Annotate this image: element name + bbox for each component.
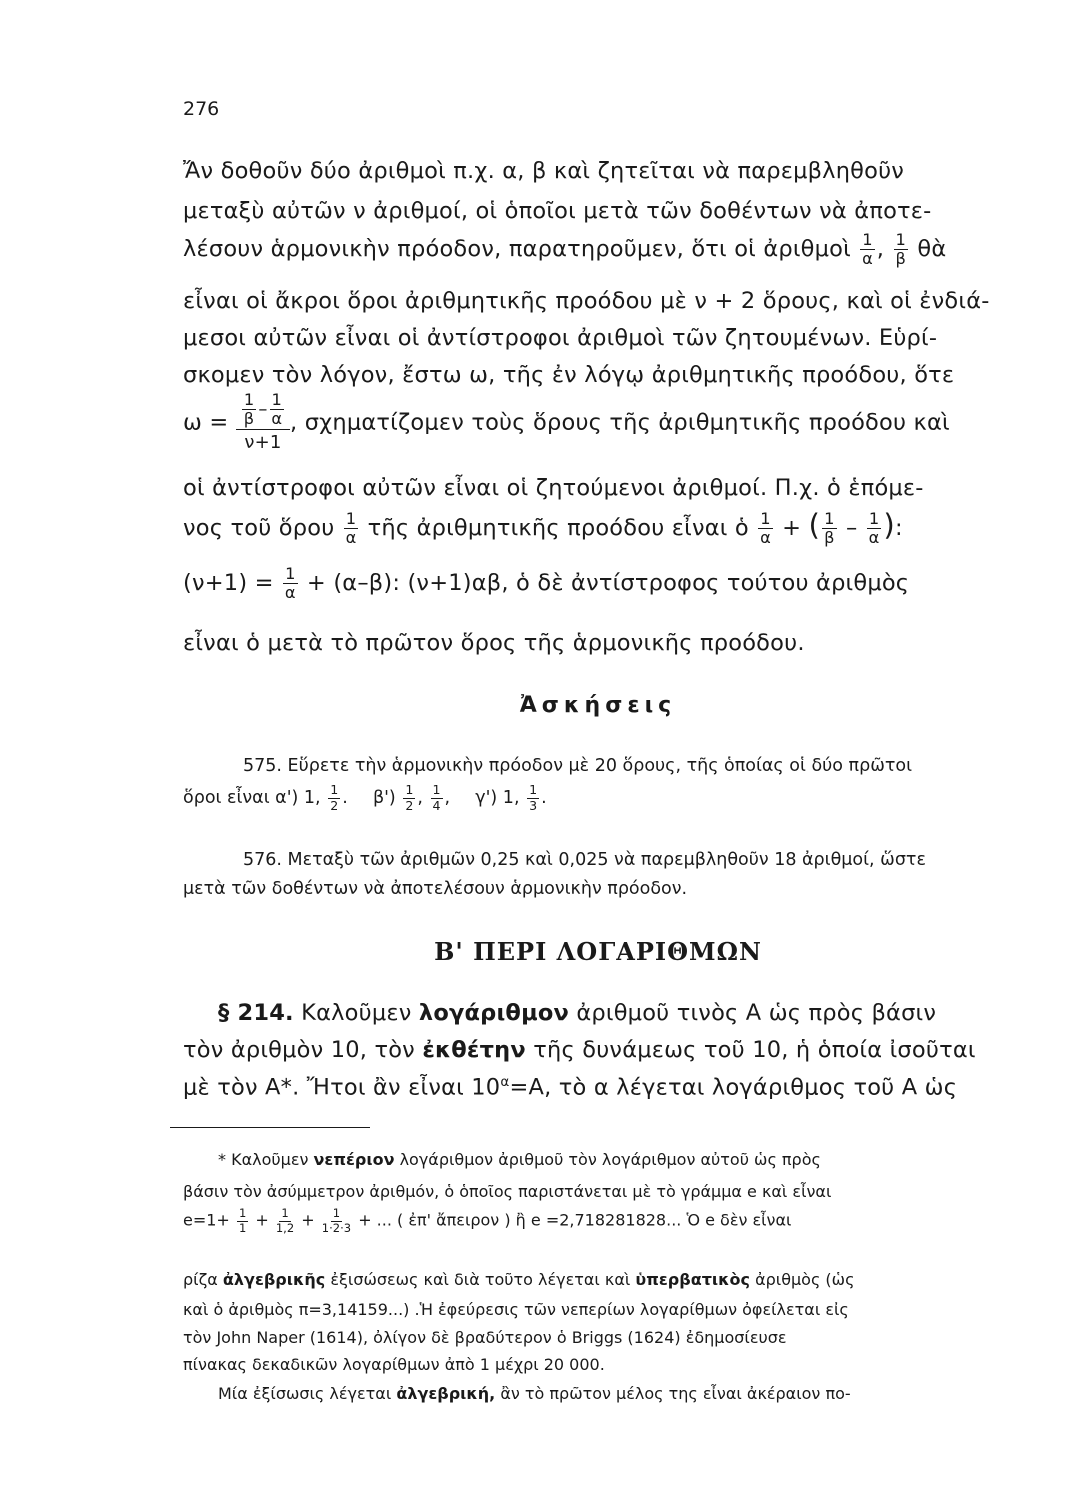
footnote-line-5: καὶ ὁ ἀριθμὸς π=3,14159...) .Ἡ ἐφεύρεσις τῶν νεπερίων λογαρίθμων ὀφείλεται εἰς — [183, 1300, 849, 1319]
omega-fraction: $\frac{1}{\beta}$ – $\frac{1}{\alpha}$ ν+1 — [236, 392, 290, 454]
body-line-10: (ν+1) = $\frac{1}{\alpha}$ + (α–β): (ν+1)αβ, ὁ δὲ ἀντίστροφος τούτου ἀριθμὸς — [183, 564, 910, 603]
body-line-9: νος τοῦ ὅρου $\frac{1}{\alpha}$ τῆς ἀριθμητικῆς προόδου εἶναι ὁ $\frac{1}{\alpha}$ + ( $\frac{1}{\beta}$ – $\frac{1}{\alpha}$ ): — [183, 508, 903, 547]
footnote-line-8: Μία ἐξίσωσις λέγεται ἀλγεβρική, ἂν τὸ πρῶτον μέλος της εἶναι ἀκέραιον πο- — [218, 1384, 851, 1403]
fraction-1-over-alpha: $\frac{1}{\alpha}$ — [862, 230, 873, 269]
exercises-heading: Ἀσκήσεις — [519, 693, 677, 718]
body-line-5: μεσοι αὐτῶν εἶναι οἱ ἀντίστροφοι ἀριθμοὶ τῶν ζητουμένων. Εὑρί- — [183, 325, 938, 351]
body-line-6: σκομεν τὸν λόγον, ἔστω ω, τῆς ἐν λόγῳ ἀριθμητικῆς προόδου, ὅτε — [183, 362, 955, 388]
body-line-3: λέσουν ἁρμονικὴν πρόοδον, παρατηροῦμεν, ὅτι οἱ ἀριθμοὶ $\frac{1}{\alpha}$ , $\frac{1}{\beta}$ θὰ — [183, 230, 947, 269]
section-line-3: μὲ τὸν Α*. Ἤτοι ἂν εἶναι $10^\alpha=A$, τὸ α λέγεται λογάριθμος τοῦ Α ὡς — [183, 1074, 958, 1101]
footnote-line-3: e=1+ $\frac{1}{1}$ + $\frac{1}{1,2}$ + $\frac{1}{1\cdot 2\cdot 3}$ + ... ( ἐπ' ἄπειρον ) ἢ e =2,718281828... Ὁ e δὲν εἶναι — [183, 1206, 792, 1235]
body-line-2: μεταξὺ αὐτῶν ν ἀριθμοί, οἱ ὁποῖοι μετὰ τῶν δοθέντων νὰ ἀποτε- — [183, 198, 932, 224]
footnote-line-4: ρίζα ἀλγεβρικῆς ἐξισώσεως καὶ διὰ τοῦτο λέγεται καὶ ὑπερβατικὸς ἀριθμὸς (ὡς — [183, 1270, 855, 1289]
body-line-11: εἶναι ὁ μετὰ τὸ πρῶτον ὅρος τῆς ἁρμονικῆς προόδου. — [183, 630, 805, 656]
body-line-8: οἱ ἀντίστροφοι αὐτῶν εἶναι οἱ ζητούμενοι ἀριθμοί. Π.χ. ὁ ἑπόμε- — [183, 475, 924, 501]
page-number: 276 — [183, 98, 220, 120]
section-line-1: § 214. Καλοῦμεν λογάριθμον ἀριθμοῦ τινὸς Α ὡς πρὸς βάσιν — [218, 1000, 937, 1026]
omega-lhs: ω = — [183, 409, 229, 436]
section-line-2: τὸν ἀριθμὸν 10, τὸν ἐκθέτην τῆς δυνάμεως τοῦ 10, ἡ ὁποία ἰσοῦται — [183, 1037, 976, 1063]
footnote-rule — [170, 1127, 370, 1128]
footnote-line-7: πίνακας δεκαδικῶν λογαρίθμων ἀπὸ 1 μέχρι 20 000. — [183, 1355, 605, 1374]
body-line-4: εἶναι οἱ ἄκροι ὅροι ἀριθμητικῆς προόδου μὲ ν + 2 ὅρους, καὶ οἱ ἐνδιά- — [183, 288, 990, 314]
exercise-575-line-2: ὅροι εἶναι α') 1, $\frac{1}{2}$ . β') $\frac{1}{2}$ , $\frac{1}{4}$ , γ') 1, $\frac{1}{3}$ . — [183, 782, 547, 813]
footnote-line-2: βάσιν τὸν ἀσύμμετρον ἀριθμόν, ὁ ὁποῖος παριστάνεται μὲ τὸ γράμμα e καὶ εἶναι — [183, 1182, 832, 1201]
fraction-1-over-alpha: $\frac{1}{\alpha}$ — [284, 564, 296, 603]
omega-formula-line: ω = $\frac{1}{\beta}$ – $\frac{1}{\alpha}$ ν+1 , σχηματίζομεν τοὺς ὅρους τῆς ἀριθμητικῆς προόδου καὶ — [183, 390, 950, 454]
section-title: Β' ΠΕΡΙ ΛΟΓΑΡΙΘΜΩΝ — [434, 937, 762, 966]
body-line-1: Ἄν δοθοῦν δύο ἀριθμοὶ π.χ. α, β καὶ ζητεῖται νὰ παρεμβληθοῦν — [183, 158, 905, 184]
footnote-line-1: * Καλοῦμεν νεπέριον λογάριθμον ἀριθμοῦ τὸν λογάριθμον αὐτοῦ ὡς πρὸς — [218, 1150, 821, 1169]
exercise-576-line-1: 576. Μεταξὺ τῶν ἀριθμῶν 0,25 καὶ 0,025 νὰ παρεμβληθοῦν 18 ἀριθμοί, ὥστε — [243, 850, 926, 870]
exercise-575-line-1: 575. Εὕρετε τὴν ἁρμονικὴν πρόοδον μὲ 20 ὅρους, τῆς ὁποίας οἱ δύο πρῶτοι — [243, 756, 913, 776]
fraction-1-over-alpha: $\frac{1}{\alpha}$ — [345, 508, 357, 547]
footnote-line-6: τὸν John Naper (1614), ὀλίγον δὲ βραδύτερον ὁ Briggs (1624) ἐδημοσίευσε — [183, 1328, 787, 1347]
fraction-1-over-beta: $\frac{1}{\beta}$ — [895, 230, 907, 269]
exercise-576-line-2: μετὰ τῶν δοθέντων νὰ ἀποτελέσουν ἁρμονικὴν πρόοδον. — [183, 879, 688, 899]
